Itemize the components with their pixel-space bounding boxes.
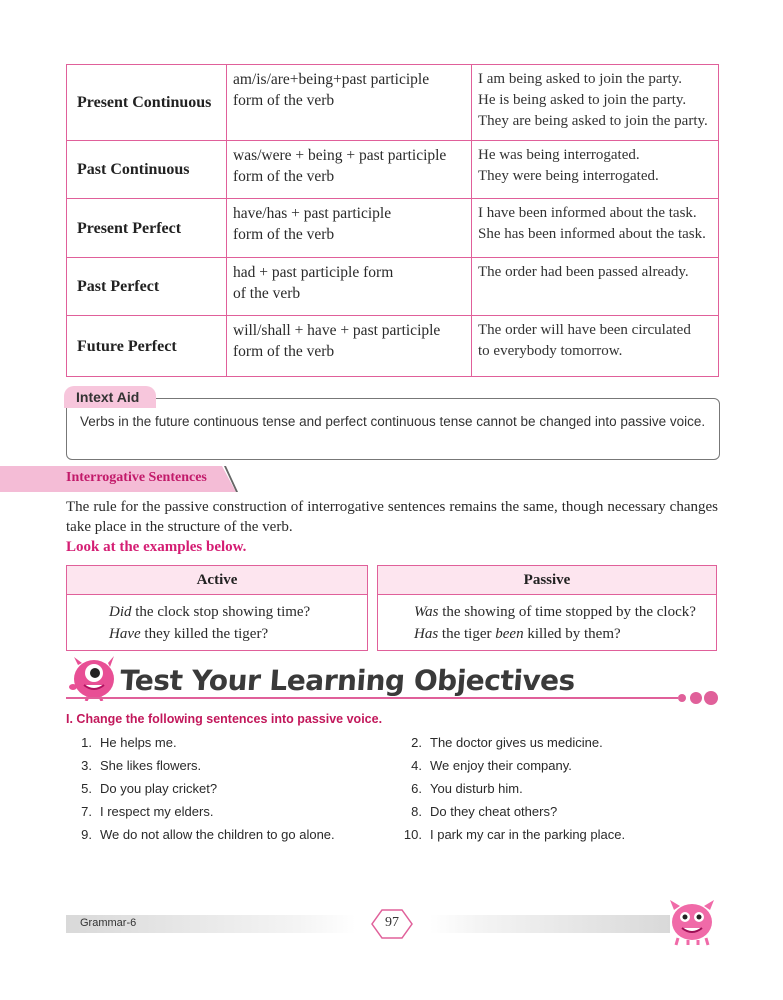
passive-header: Passive <box>378 566 716 595</box>
section-heading: Test Your Learning Objectives <box>118 664 576 697</box>
list-item: 5. Do you play cricket? <box>81 781 218 796</box>
intext-aid-label: Intext Aid <box>64 386 156 408</box>
tense-name: Past Continuous <box>67 141 227 199</box>
tense-name: Future Perfect <box>67 316 227 377</box>
tense-examples: He was being interrogated. They were being interrogated. <box>472 141 719 199</box>
tense-examples: The order will have been circulated to everybody tomorrow. <box>472 316 719 377</box>
tense-rule: had + past participle form of the verb <box>227 258 472 316</box>
active-header: Active <box>67 566 367 595</box>
exercise-title: I. Change the following sentences into passive voice. <box>66 712 383 726</box>
footer-band-right <box>430 915 670 933</box>
list-item: 3. She likes flowers. <box>81 758 202 773</box>
tense-rule: was/were + being + past participle form of the verb <box>227 141 472 199</box>
tense-examples: I am being asked to join the party. He is being asked to join the party. They are being asked to join the party. <box>472 65 719 141</box>
table-row <box>67 65 719 141</box>
tense-rule: have/has + past participle form of the verb <box>227 199 472 258</box>
active-example-2: Have they killed the tiger? <box>109 626 269 642</box>
table-row <box>67 199 719 258</box>
page-number: 97 <box>370 908 414 940</box>
list-item: 4. We enjoy their company. <box>411 758 572 773</box>
tense-name: Present Perfect <box>67 199 227 258</box>
heading-rule <box>66 697 678 699</box>
list-item: 1. He helps me. <box>81 735 177 750</box>
tense-rule: will/shall + have + past participle form of the verb <box>227 316 472 377</box>
book-title: Grammar-6 <box>80 917 137 929</box>
list-item: 9. We do not allow the children to go alone. <box>81 827 335 842</box>
dots-ornament-icon <box>672 689 720 707</box>
tense-table <box>66 64 719 377</box>
tense-rule: am/is/are+being+past participle form of the verb <box>227 65 472 141</box>
active-example-1: Did the clock stop showing time? <box>109 604 311 620</box>
passive-box <box>377 565 717 651</box>
footer-monster-icon <box>664 896 720 946</box>
table-row <box>67 316 719 377</box>
list-item: 7. I respect my elders. <box>81 804 214 819</box>
active-box <box>66 565 368 651</box>
passive-example-2: Has the tiger been killed by them? <box>414 626 621 642</box>
list-item: 6. You disturb him. <box>411 781 523 796</box>
tense-examples: I have been informed about the task. She has been informed about the task. <box>472 199 719 258</box>
table-row <box>67 141 719 199</box>
table-row <box>67 258 719 316</box>
rule-paragraph: The rule for the passive construction of interrogative sentences remains the same, though necessary changes take place in the structure of the verb. <box>66 499 718 535</box>
passive-example-1: Was the showing of time stopped by the clock? <box>414 604 696 620</box>
list-item: 10. I park my car in the parking place. <box>403 827 626 842</box>
list-item: 8. Do they cheat others? <box>411 804 558 819</box>
tense-examples: The order had been passed already. <box>472 258 719 316</box>
list-item: 2. The doctor gives us medicine. <box>411 735 603 750</box>
tense-name: Past Perfect <box>67 258 227 316</box>
look-heading: Look at the examples below. <box>66 539 247 555</box>
section-title: Interrogative Sentences <box>66 470 207 485</box>
tense-name: Present Continuous <box>67 65 227 141</box>
monster-mascot-icon <box>64 655 120 701</box>
intext-aid-text: Verbs in the future continuous tense and perfect continuous tense cannot be changed into passive voice. <box>80 414 706 429</box>
